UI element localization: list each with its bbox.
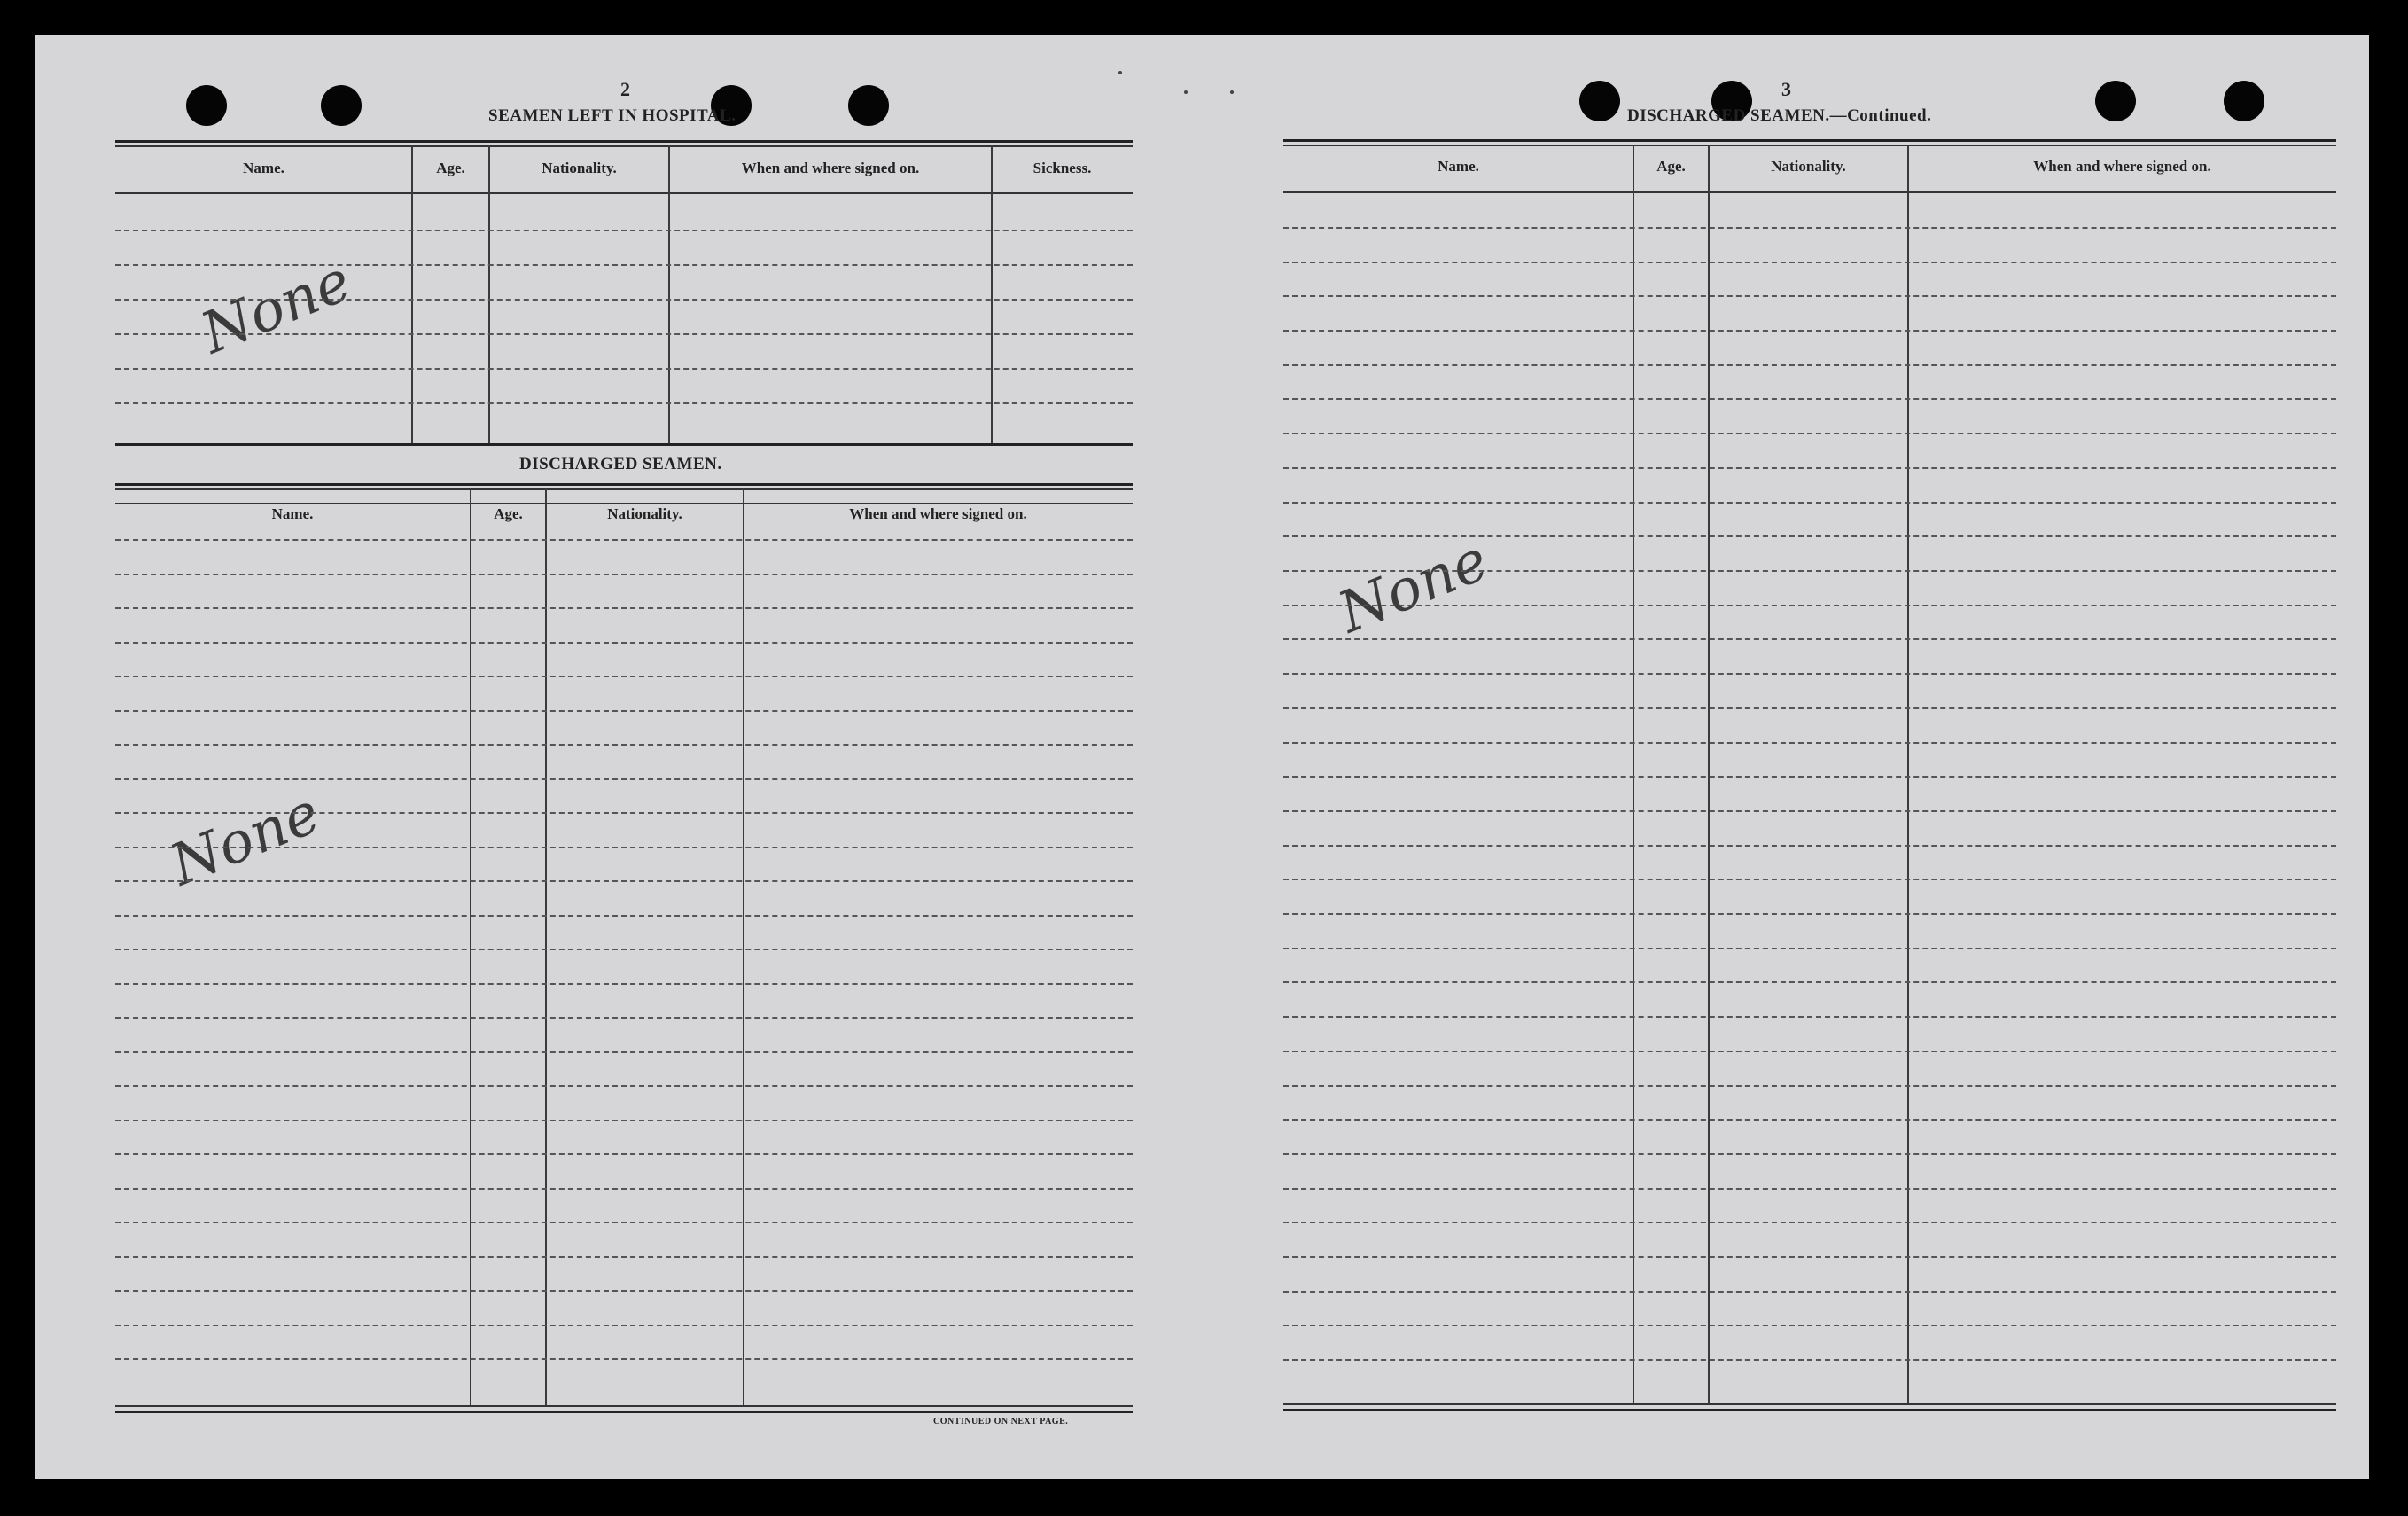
ruled-row-line <box>1283 364 2336 366</box>
col-divider <box>411 145 413 443</box>
rule <box>115 1405 1133 1407</box>
ruled-row-line <box>115 539 1133 541</box>
ruled-row-line <box>115 1358 1133 1360</box>
ruled-row-line <box>1283 1325 2336 1326</box>
continued-col-signed-on: When and where signed on. <box>2033 158 2211 175</box>
rule <box>115 488 1133 490</box>
ruled-row-line <box>115 880 1133 882</box>
ruled-row-line <box>1283 810 2336 812</box>
ruled-row-line <box>115 983 1133 985</box>
ruled-row-line <box>115 915 1133 917</box>
col-divider <box>488 145 490 443</box>
col-divider <box>470 488 471 1405</box>
punch-hole <box>2095 81 2136 121</box>
ruled-row-line <box>115 299 1133 301</box>
handwriting-hospital: None <box>192 248 360 367</box>
discharged-section-title: DISCHARGED SEAMEN. <box>519 455 722 473</box>
punch-hole <box>848 85 889 126</box>
continued-col-age: Age. <box>1656 158 1686 175</box>
rule <box>1283 1409 2336 1411</box>
ruled-row-line <box>115 264 1133 266</box>
ruled-row-line <box>1283 948 2336 949</box>
ruled-row-line <box>115 1188 1133 1190</box>
ruled-row-line <box>115 1325 1133 1326</box>
hospital-col-sickness: Sickness. <box>1033 160 1092 176</box>
ruled-row-line <box>115 1017 1133 1019</box>
col-divider <box>545 488 547 1405</box>
col-divider <box>1633 145 1634 1403</box>
ruled-row-line <box>115 778 1133 780</box>
discharged-col-name: Name. <box>271 505 314 522</box>
speck <box>1184 90 1188 94</box>
ruled-row-line <box>1283 879 2336 880</box>
ruled-row-line <box>115 710 1133 712</box>
ruled-row-line <box>115 368 1133 370</box>
hospital-col-age: Age. <box>436 160 465 176</box>
ruled-row-line <box>1283 605 2336 606</box>
ruled-row-line <box>1283 707 2336 709</box>
ruled-row-line <box>1283 1222 2336 1223</box>
discharged-col-signed-on: When and where signed on. <box>849 505 1027 522</box>
ruled-row-line <box>115 1290 1133 1292</box>
ruled-row-line <box>115 1085 1133 1087</box>
ruled-row-line <box>115 812 1133 814</box>
speck <box>1118 71 1122 74</box>
hospital-col-name: Name. <box>243 160 284 176</box>
ruled-row-line <box>115 1222 1133 1223</box>
ruled-row-line <box>115 333 1133 335</box>
handwriting-discharged: None <box>161 780 329 899</box>
rule <box>1283 1403 2336 1405</box>
hospital-col-signed-on: When and where signed on. <box>741 160 920 176</box>
ruled-row-line <box>1283 776 2336 778</box>
ruled-row-line <box>1283 1188 2336 1190</box>
ruled-row-line <box>1283 227 2336 229</box>
rule <box>1283 139 2336 142</box>
rule <box>115 145 1133 147</box>
ruled-row-line <box>1283 913 2336 915</box>
col-divider <box>1708 145 1710 1403</box>
hospital-section-title: SEAMEN LEFT IN HOSPITAL. <box>488 106 736 125</box>
ruled-row-line <box>1283 742 2336 744</box>
ruled-row-line <box>1283 1153 2336 1155</box>
page-number-right: 3 <box>1781 78 1791 100</box>
ruled-row-line <box>115 1153 1133 1155</box>
discharged-col-age: Age. <box>494 505 523 522</box>
ruled-row-line <box>115 949 1133 950</box>
rule <box>115 140 1133 143</box>
ruled-row-line <box>1283 295 2336 297</box>
ruled-row-line <box>1283 330 2336 332</box>
handwriting-continued: None <box>1329 527 1497 646</box>
continued-col-nationality: Nationality. <box>1771 158 1846 175</box>
punch-hole <box>186 85 227 126</box>
ruled-row-line <box>115 402 1133 404</box>
rule <box>1283 145 2336 146</box>
discharged-col-nationality: Nationality. <box>607 505 682 522</box>
punch-hole <box>321 85 362 126</box>
ruled-row-line <box>115 230 1133 231</box>
speck <box>1230 90 1234 94</box>
ruled-row-line <box>115 642 1133 644</box>
rule <box>1283 191 2336 193</box>
ruled-row-line <box>1283 1085 2336 1087</box>
ruled-row-line <box>1283 1119 2336 1121</box>
ruled-row-line <box>1283 1291 2336 1293</box>
rule <box>115 192 1133 194</box>
ruled-row-line <box>1283 1051 2336 1052</box>
ruled-row-line <box>115 607 1133 609</box>
rule <box>115 483 1133 486</box>
col-divider <box>991 145 993 443</box>
ruled-row-line <box>1283 1016 2336 1018</box>
rule <box>115 1411 1133 1413</box>
ruled-row-line <box>115 1051 1133 1053</box>
punch-hole <box>2224 81 2264 121</box>
col-divider <box>743 488 744 1405</box>
ruled-row-line <box>1283 981 2336 983</box>
col-divider <box>668 145 670 443</box>
hospital-col-nationality: Nationality. <box>542 160 617 176</box>
ruled-row-line <box>1283 398 2336 400</box>
ruled-row-line <box>1283 1359 2336 1361</box>
rule <box>115 503 1133 504</box>
discharged-continued-title: DISCHARGED SEAMEN.—Continued. <box>1627 106 1932 125</box>
ruled-row-line <box>1283 845 2336 847</box>
document-sheet <box>35 35 2369 1479</box>
punch-hole <box>1579 81 1620 121</box>
ruled-row-line <box>115 744 1133 746</box>
ruled-row-line <box>1283 262 2336 263</box>
ruled-row-line <box>1283 570 2336 572</box>
ruled-row-line <box>1283 638 2336 640</box>
continued-col-name: Name. <box>1438 158 1479 175</box>
ruled-row-line <box>1283 433 2336 434</box>
ruled-row-line <box>115 1120 1133 1121</box>
ruled-row-line <box>1283 502 2336 504</box>
ruled-row-line <box>1283 535 2336 537</box>
ruled-row-line <box>115 676 1133 677</box>
ruled-row-line <box>115 1256 1133 1258</box>
ruled-row-line <box>115 847 1133 848</box>
ruled-row-line <box>1283 1256 2336 1258</box>
ruled-row-line <box>1283 673 2336 675</box>
page-number-left: 2 <box>620 78 630 100</box>
rule <box>115 443 1133 446</box>
ruled-row-line <box>1283 467 2336 469</box>
col-divider <box>1907 145 1909 1403</box>
continued-note: CONTINUED ON NEXT PAGE. <box>933 1417 1069 1426</box>
ruled-row-line <box>115 574 1133 575</box>
